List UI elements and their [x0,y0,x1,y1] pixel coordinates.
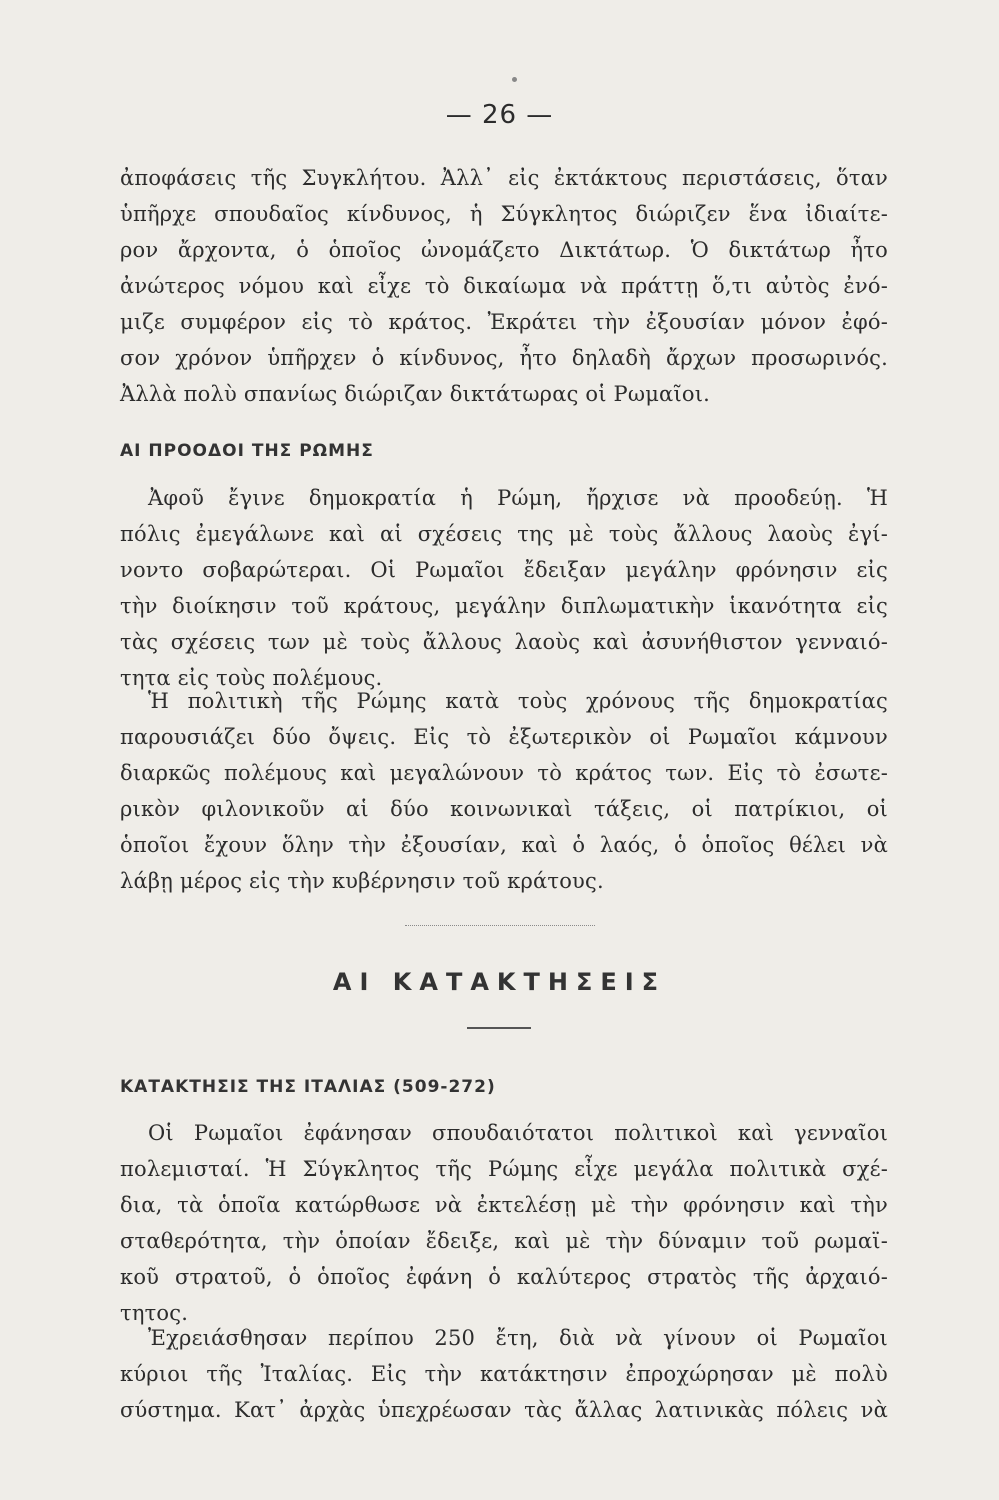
text-line: πολεμισταί. Ἡ Σύγκλητος τῆς Ρώμης εἶχε μεγάλα πολιτικὰ σχέ- [120,1157,888,1181]
chapter-title: ΑΙ ΚΑΤΑΚΤΗΣΕΙΣ [332,968,667,996]
text-line: πόλις ἐμεγάλωνε καὶ αἱ σχέσεις της μὲ τοὺς ἄλλους λαοὺς ἐγί- [120,522,888,546]
text-line: τὴν διοίκησιν τοῦ κράτους, μεγάλην διπλωματικὴν ἱκανότητα εἰς [120,594,888,618]
text-line: Οἱ Ρωμαῖοι ἐφάνησαν σπουδαιότατοι πολιτικοὶ καὶ γενναῖοι [148,1121,888,1145]
text-line: Ἐχρειάσθησαν περίπου 250 ἔτη, διὰ νὰ γίνουν οἱ Ρωμαῖοι [148,1326,888,1350]
text-line: δια, τὰ ὁποῖα κατώρθωσε νὰ ἐκτελέσῃ μὲ τὴν φρόνησιν καὶ τὴν [120,1193,888,1217]
section-heading-italy: ΚΑΤΑΚΤΗΣΙΣ ΤΗΣ ΙΤΑΛΙΑΣ (509-272) [120,1077,496,1097]
text-line: ἀνώτερος νόμου καὶ εἶχε τὸ δικαίωμα νὰ πράττῃ ὅ,τι αὐτὸς ἐνό- [120,274,888,298]
dotted-divider [405,925,595,926]
text-line: τητος. [120,1301,189,1325]
text-line: κύριοι τῆς Ἰταλίας. Εἰς τὴν κατάκτησιν ἐπροχώρησαν μὲ πολὺ [120,1362,888,1386]
text-line: ὑπῆρχε σπουδαῖος κίνδυνος, ἡ Σύγκλητος διώριζεν ἕνα ἰδιαίτε- [120,202,888,226]
text-line: ἀποφάσεις τῆς Συγκλήτου. Ἀλλ᾽ εἰς ἐκτάκτους περιστάσεις, ὅταν [120,166,888,190]
text-line: σύστημα. Κατ᾽ ἀρχὰς ὑπεχρέωσαν τὰς ἄλλας λατινικὰς πόλεις νὰ [120,1398,888,1422]
paragraph-italy [120,1115,888,1331]
text-line: Ἀφοῦ ἔγινε δημοκρατία ἡ Ρώμη, ἤρχισε νὰ προοδεύῃ. Ἡ [148,486,888,510]
text-line: Ἀλλὰ πολὺ σπανίως διώριζαν δικτάτωρας οἱ Ρωμαῖοι. [120,382,711,406]
text-line: παρουσιάζει δύο ὄψεις. Εἰς τὸ ἐξωτερικὸν οἱ Ρωμαῖοι κάμνουν [120,725,888,749]
text-line: νοντο σοβαρώτεραι. Οἱ Ρωμαῖοι ἔδειξαν μεγάλην φρόνησιν εἰς [120,558,888,582]
paragraph-progress [120,480,888,696]
text-line: τητα εἰς τοὺς πολέμους. [120,666,383,690]
paragraph-dictator [120,160,888,412]
paragraph-policy [120,683,888,899]
text-line: ὁποῖοι ἔχουν ὅλην τὴν ἐξουσίαν, καὶ ὁ λαός, ὁ ὁποῖος θέλει νὰ [120,833,888,857]
text-line: κοῦ στρατοῦ, ὁ ὁποῖος ἐφάνη ὁ καλύτερος στρατὸς τῆς ἀρχαιό- [120,1265,888,1289]
paragraph-conquest [120,1320,888,1428]
section-heading-progress: ΑΙ ΠΡΟΟΔΟΙ ΤΗΣ ΡΩΜΗΣ [120,441,374,461]
text-line: διαρκῶς πολέμους καὶ μεγαλώνουν τὸ κράτος των. Εἰς τὸ ἐσωτε- [120,761,888,785]
text-line: ρικὸν φιλονικοῦν αἱ δύο κοινωνικαὶ τάξεις, οἱ πατρίκιοι, οἱ [120,797,888,821]
text-line: μιζε συμφέρον εἰς τὸ κράτος. Ἐκράτει τὴν ἐξουσίαν μόνον ἐφό- [120,310,888,334]
print-speck [512,77,517,82]
page-number: — 26 — [445,100,554,130]
chapter-rule [467,1027,531,1029]
text-line: λάβῃ μέρος εἰς τὴν κυβέρνησιν τοῦ κράτους. [120,869,604,893]
text-line: ρον ἄρχοντα, ὁ ὁποῖος ὠνομάζετο Δικτάτωρ. Ὁ δικτάτωρ ἦτο [120,238,888,262]
text-line: σταθερότητα, τὴν ὁποίαν ἔδειξε, καὶ μὲ τὴν δύναμιν τοῦ ρωμαϊ- [120,1229,888,1253]
text-line: τὰς σχέσεις των μὲ τοὺς ἄλλους λαοὺς καὶ ἀσυνήθιστον γενναιό- [120,630,888,654]
text-line: σον χρόνον ὑπῆρχεν ὁ κίνδυνος, ἦτο δηλαδὴ ἄρχων προσωρινός. [120,346,888,370]
text-line: Ἡ πολιτικὴ τῆς Ρώμης κατὰ τοὺς χρόνους τῆς δημοκρατίας [148,689,888,713]
